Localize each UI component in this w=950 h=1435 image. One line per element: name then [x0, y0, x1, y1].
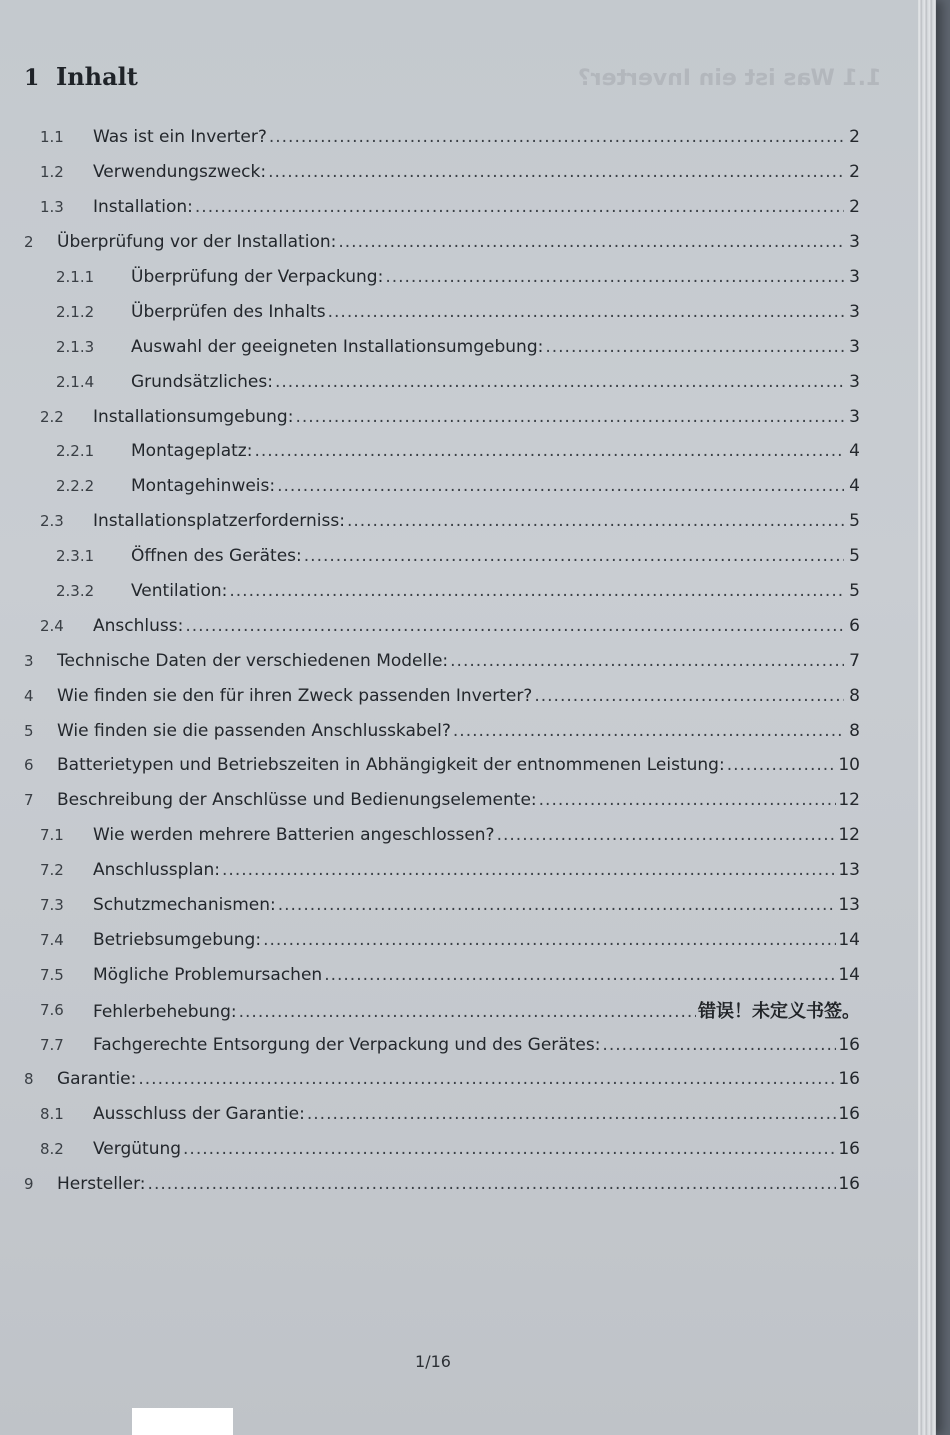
toc-leader-dots	[269, 127, 844, 147]
toc-entry-label: Mögliche Problemursachen	[93, 964, 323, 985]
toc-entry[interactable]	[0, 329, 860, 364]
toc-entry-number: 2.3	[40, 512, 64, 531]
toc-entry[interactable]	[0, 1132, 860, 1167]
toc-entry-page: 8	[849, 720, 860, 741]
toc-entry-number: 8.1	[40, 1105, 64, 1124]
toc-entry-number: 5	[24, 721, 34, 740]
toc-entry-number: 2.1.1	[56, 268, 95, 286]
toc-entry-label: Batterietypen und Betriebszeiten in Abhängigkeit der entnommenen Leistung:	[57, 755, 725, 776]
toc-leader-dots	[295, 407, 844, 427]
toc-leader-dots	[275, 372, 844, 392]
toc-entry-number: 2.3.1	[56, 547, 95, 566]
toc-entry[interactable]	[0, 992, 860, 1027]
toc-entry-page: 3	[849, 301, 860, 322]
toc-leader-dots	[254, 441, 844, 461]
toc-entry-label: Installationsumgebung:	[93, 406, 294, 427]
toc-entry-page: 12	[838, 825, 860, 846]
toc-entry[interactable]	[0, 434, 860, 469]
toc-entry-label: Technische Daten der verschiedenen Modelle:	[57, 650, 449, 671]
toc-entry-label: Anschluss:	[93, 615, 184, 636]
toc-entry-label: Ventilation:	[131, 581, 228, 602]
toc-entry-page: 2	[849, 162, 860, 183]
toc-entry-number: 7.3	[40, 896, 64, 915]
toc-entry-page: 13	[838, 860, 860, 881]
page-number: 1/16	[415, 1352, 451, 1371]
toc-entry-line	[93, 1139, 860, 1159]
toc-entry-page: 7	[849, 650, 860, 671]
toc-entry-number: 2.2.2	[56, 477, 95, 496]
toc-entry[interactable]	[0, 155, 860, 190]
toc-leader-dots	[148, 1174, 837, 1194]
toc-entry-label: Überprüfen des Inhalts	[131, 301, 326, 322]
toc-entry-number: 2.1.3	[56, 337, 95, 356]
toc-entry-line	[131, 546, 860, 566]
toc-entry-page: 12	[838, 790, 860, 811]
toc-leader-dots	[727, 755, 837, 775]
toc-leader-dots	[539, 790, 837, 810]
toc-entry[interactable]	[0, 678, 860, 713]
toc-entry-page: 3	[849, 336, 860, 357]
toc-entry-number: 8.2	[40, 1140, 64, 1159]
toc-entry-page: 10	[838, 755, 860, 776]
toc-bookmark-error: 错误！未定义书签。	[698, 1000, 860, 1022]
toc-leader-dots	[195, 197, 844, 217]
toc-entry-page: 5	[849, 511, 860, 532]
toc-entry[interactable]	[0, 225, 860, 260]
toc-leader-dots	[324, 965, 836, 985]
toc-entry-line	[131, 302, 860, 322]
toc-entry-page: 14	[838, 929, 860, 950]
toc-leader-dots	[304, 546, 844, 566]
toc-entry-number: 1.1	[40, 128, 64, 147]
toc-entry-number: 2	[24, 233, 34, 252]
toc-entry-line	[131, 372, 860, 392]
toc-entry-line	[57, 686, 860, 706]
toc-leader-dots	[497, 825, 837, 845]
toc-entry-line	[57, 232, 860, 252]
toc-entry-page: 3	[849, 406, 860, 427]
toc-leader-dots	[263, 930, 836, 950]
toc-entry-line	[93, 407, 860, 427]
toc-entry-page: 5	[849, 581, 860, 602]
toc-leader-dots	[278, 895, 837, 915]
toc-entry-number: 7	[24, 791, 34, 810]
toc-entry-line	[131, 476, 860, 496]
toc-entry-label: Montagehinweis:	[131, 476, 276, 497]
toc-entry[interactable]	[0, 957, 860, 992]
toc-entry[interactable]	[0, 469, 860, 504]
toc-entry[interactable]	[0, 643, 860, 678]
toc-entry-number: 7.1	[40, 826, 64, 845]
toc-entry-label: Schutzmechanismen:	[93, 895, 276, 916]
toc-entry-label: Verwendungszweck:	[93, 162, 267, 183]
toc-entry[interactable]	[0, 713, 860, 748]
toc-leader-dots	[453, 721, 844, 741]
toc-leader-dots	[328, 302, 844, 322]
toc-entry-number: 2.2	[40, 407, 64, 426]
toc-entry[interactable]	[0, 853, 860, 888]
toc-entry-label: Vergütung	[93, 1139, 182, 1160]
toc-entry-number: 6	[24, 756, 34, 775]
toc-leader-dots	[268, 162, 844, 182]
toc-entry[interactable]	[0, 1097, 860, 1132]
toc-entry-label: Betriebsumgebung:	[93, 929, 262, 950]
toc-entry-number: 9	[24, 1175, 34, 1194]
toc-entry[interactable]	[0, 922, 860, 957]
toc-entry-page: 5	[849, 546, 860, 567]
toc-entry-page: 4	[849, 441, 860, 462]
toc-leader-dots	[307, 1104, 837, 1124]
toc-entry-page: 14	[838, 964, 860, 985]
toc-entry-label: Öffnen des Gerätes:	[131, 546, 302, 567]
toc-entry[interactable]	[0, 260, 860, 295]
table-of-contents	[0, 120, 860, 1202]
toc-entry-line	[93, 965, 860, 985]
toc-entry-label: Installation:	[93, 197, 193, 218]
toc-entry[interactable]	[0, 504, 860, 539]
toc-leader-dots	[338, 232, 844, 252]
toc-entry[interactable]	[0, 399, 860, 434]
toc-entry-label: Auswahl der geeigneten Installationsumgebung:	[131, 336, 544, 357]
toc-entry-number: 4	[24, 686, 34, 705]
toc-entry-line	[131, 581, 860, 601]
toc-entry-line	[93, 1035, 860, 1055]
toc-entry[interactable]	[0, 294, 860, 329]
toc-entry-number: 2.1.4	[56, 372, 95, 391]
toc-entry-number: 1.2	[40, 163, 64, 182]
toc-leader-dots	[277, 476, 844, 496]
toc-entry-line	[57, 790, 860, 810]
toc-entry-line	[93, 825, 860, 845]
toc-entry-label: Fachgerechte Entsorgung der Verpackung und des Gerätes:	[93, 1034, 601, 1055]
toc-entry[interactable]	[0, 748, 860, 783]
toc-entry-number: 2.1.2	[56, 302, 95, 321]
toc-leader-dots	[545, 337, 844, 357]
toc-leader-dots	[385, 267, 844, 287]
toc-entry-line	[93, 895, 860, 915]
toc-leader-dots	[347, 511, 844, 531]
toc-entry-line	[93, 127, 860, 147]
toc-entry[interactable]	[0, 818, 860, 853]
toc-entry-label: Überprüfung der Verpackung:	[131, 267, 384, 287]
toc-entry-line	[93, 197, 860, 217]
toc-entry-line	[93, 616, 860, 636]
toc-entry[interactable]	[0, 1062, 860, 1097]
toc-entry[interactable]	[0, 608, 860, 643]
toc-heading	[24, 62, 138, 91]
toc-entry-number: 2.3.2	[56, 582, 95, 601]
toc-entry-line	[57, 651, 860, 671]
toc-entry-page: 6	[849, 615, 860, 636]
toc-entry[interactable]	[0, 1167, 860, 1202]
toc-entry-page: 16	[838, 1069, 860, 1090]
toc-entry-number: 7.4	[40, 930, 64, 949]
toc-entry-number: 7.2	[40, 861, 64, 880]
toc-leader-dots	[183, 1139, 836, 1159]
white-sticker	[132, 1408, 233, 1435]
toc-entry-number: 2.4	[40, 616, 64, 635]
toc-entry[interactable]	[0, 783, 860, 818]
toc-entry-page: 3	[849, 371, 860, 392]
toc-entry-page: 8	[849, 685, 860, 706]
toc-leader-dots	[229, 581, 844, 601]
toc-entry-label: Überprüfung vor der Installation:	[57, 232, 337, 253]
toc-entry-label: Wie finden sie den für ihren Zweck passenden Inverter?	[57, 685, 533, 706]
heading-number: 1	[24, 65, 40, 91]
toc-entry-number: 1.3	[40, 198, 64, 217]
toc-entry[interactable]	[0, 120, 860, 155]
toc-entry-number: 7.7	[40, 1035, 64, 1054]
toc-entry-line	[93, 162, 860, 182]
toc-entry-label: Anschlussplan:	[93, 860, 221, 881]
toc-entry[interactable]	[0, 364, 860, 399]
toc-entry-line	[57, 721, 860, 741]
toc-entry-line	[93, 511, 860, 531]
toc-leader-dots	[138, 1069, 836, 1089]
toc-entry-page: 16	[838, 1104, 860, 1125]
toc-entry-number: 7.5	[40, 965, 64, 984]
toc-entry-line	[57, 755, 860, 775]
toc-entry-page: 16	[838, 1034, 860, 1055]
toc-entry-label: Garantie:	[57, 1069, 137, 1090]
page-stack-edges	[918, 0, 936, 1435]
toc-entry-label: Fehlerbehebung:	[93, 1001, 237, 1022]
toc-leader-dots	[185, 616, 844, 636]
toc-entry-number: 8	[24, 1070, 34, 1089]
toc-entry-page: 3	[849, 267, 860, 287]
toc-entry-line	[57, 1069, 860, 1089]
toc-entry-line	[131, 267, 860, 287]
toc-entry-label: Hersteller:	[57, 1174, 146, 1195]
toc-leader-dots	[239, 1002, 696, 1022]
toc-entry[interactable]	[0, 190, 860, 225]
toc-entry-page: 13	[838, 895, 860, 916]
toc-entry-number: 7.6	[40, 1000, 64, 1019]
toc-entry-line	[93, 930, 860, 950]
toc-leader-dots	[450, 651, 844, 671]
toc-entry-label: Was ist ein Inverter?	[93, 127, 267, 148]
toc-entry-line	[93, 1104, 860, 1124]
toc-entry-label: Installationsplatzerforderniss:	[93, 511, 345, 532]
toc-entry-number: 3	[24, 651, 34, 670]
toc-entry-page: 4	[849, 476, 860, 497]
toc-entry[interactable]	[0, 888, 860, 923]
toc-leader-dots	[534, 686, 844, 706]
toc-entry-line	[131, 441, 860, 461]
toc-entry-line	[57, 1174, 860, 1194]
toc-entry-label: Wie finden sie die passenden Anschlusskabel?	[57, 720, 451, 741]
toc-entry-page: 2	[849, 127, 860, 148]
toc-entry-label: Grundsätzliches:	[131, 371, 273, 392]
toc-entry-line	[93, 860, 860, 880]
toc-leader-dots	[602, 1035, 836, 1055]
toc-entry-label: Beschreibung der Anschlüsse und Bedienungselemente:	[57, 790, 537, 811]
toc-entry-page: 16	[838, 1139, 860, 1160]
toc-entry-label: Montageplatz:	[131, 441, 253, 462]
toc-entry[interactable]	[0, 574, 860, 609]
toc-entry[interactable]	[0, 1027, 860, 1062]
toc-entry-page: 3	[849, 232, 860, 253]
toc-entry-label: Wie werden mehrere Batterien angeschlossen?	[93, 825, 495, 846]
toc-leader-dots	[222, 860, 836, 880]
toc-entry-line	[93, 997, 860, 1023]
toc-entry-line	[131, 337, 860, 357]
toc-entry[interactable]	[0, 539, 860, 574]
bleed-through-text: 1.1 Was ist ein Inverter?	[578, 66, 882, 91]
heading-title: Inhalt	[56, 62, 138, 91]
toc-entry-page: 16	[838, 1174, 860, 1195]
toc-entry-number: 2.2.1	[56, 442, 95, 461]
toc-entry-label: Ausschluss der Garantie:	[93, 1104, 305, 1125]
toc-entry-page: 2	[849, 197, 860, 218]
